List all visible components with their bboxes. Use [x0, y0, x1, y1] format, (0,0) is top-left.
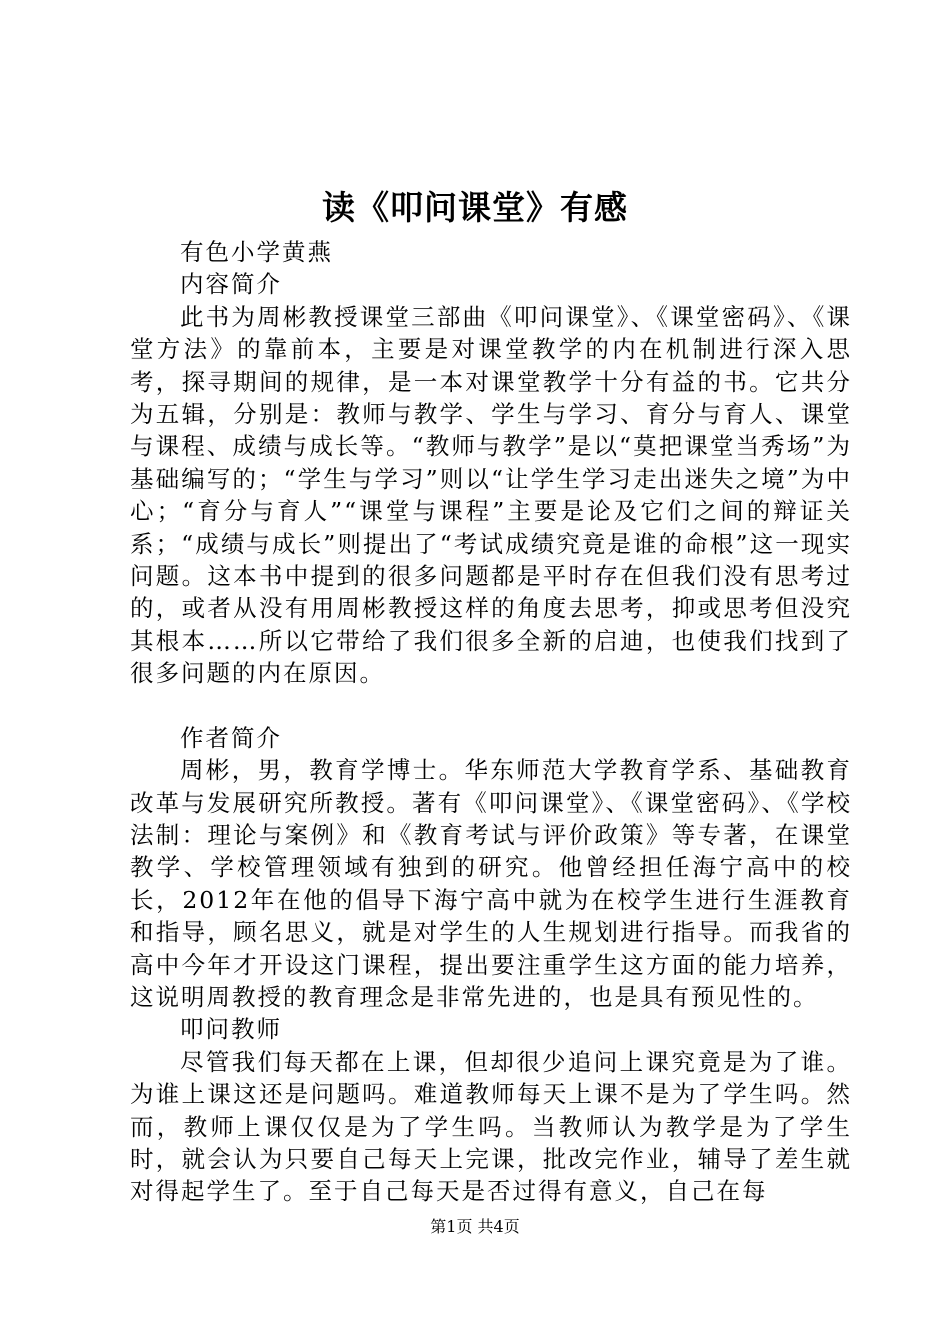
section-heading-author-intro: 作者简介	[180, 723, 282, 752]
author-line: 有色小学黄燕	[180, 238, 333, 266]
section-body-summary: 此书为周彬教授课堂三部曲《叩问课堂》、《课堂密码》、《课堂方法》的靠前本，主要是对课堂教学的内在机制进行深入思考，探寻期间的规律，是一本对课堂教学十分有益的书。它共分为五辑，分别是：教师与教学、学生与学习、育分与育人、课堂与课程、成绩与成长等。“教师与教学”是以“莫把课堂当秀场”为基础编写的；“学生与学习”则以“让学生学习走出迷失之境”为中心；“育分与育人”“课堂与课程”主要是论及它们之间的辩证关系；“成绩与成长”则提出了“考试成绩究竟是谁的命根”这一现实问题。这本书中提到的很多问题都是平时存在但我们没有思考过的，或者从没有用周彬教授这样的角度去思考，抑或思考但没究其根本……所以它带给了我们很多全新的启迪，也使我们找到了很多问题的内在原因。	[130, 302, 852, 688]
section-body-author-intro: 周彬，男，教育学博士。华东师范大学教育学系、基础教育改革与发展研究所教授。著有《叩问课堂》、《课堂密码》、《学校法制：理论与案例》和《教育考试与评价政策》等专著，在课堂教学、学校管理领域有独到的研究。他曾经担任海宁高中的校长，2012年在他的倡导下海宁高中就为在校学生进行生涯教育和指导，顾名思义，就是对学生的人生规划进行指导。而我省的高中今年才开设这门课程，提出要注重学生这方面的能力培养，这说明周教授的教育理念是非常先进的，也是具有预见性的。	[130, 756, 852, 1011]
section-body-question-teacher: 尽管我们每天都在上课，但却很少追问上课究竟是为了谁。为谁上课这还是问题吗。难道教师每天上课不是为了学生吗。然而，教师上课仅仅是为了学生吗。当教师认为教学是为了学生时，就会认为只要自己每天上完课，批改完作业，辅导了差生就对得起学生了。至于自己每天是否过得有意义，自己在每	[130, 1047, 852, 1206]
page-number-footer: 第1页 共4页	[430, 1217, 520, 1236]
document-title: 读《叩问课堂》有感	[322, 188, 628, 227]
section-heading-question-teacher: 叩问教师	[180, 1015, 282, 1044]
section-heading-summary: 内容简介	[180, 270, 282, 299]
document-body	[130, 236, 852, 1208]
